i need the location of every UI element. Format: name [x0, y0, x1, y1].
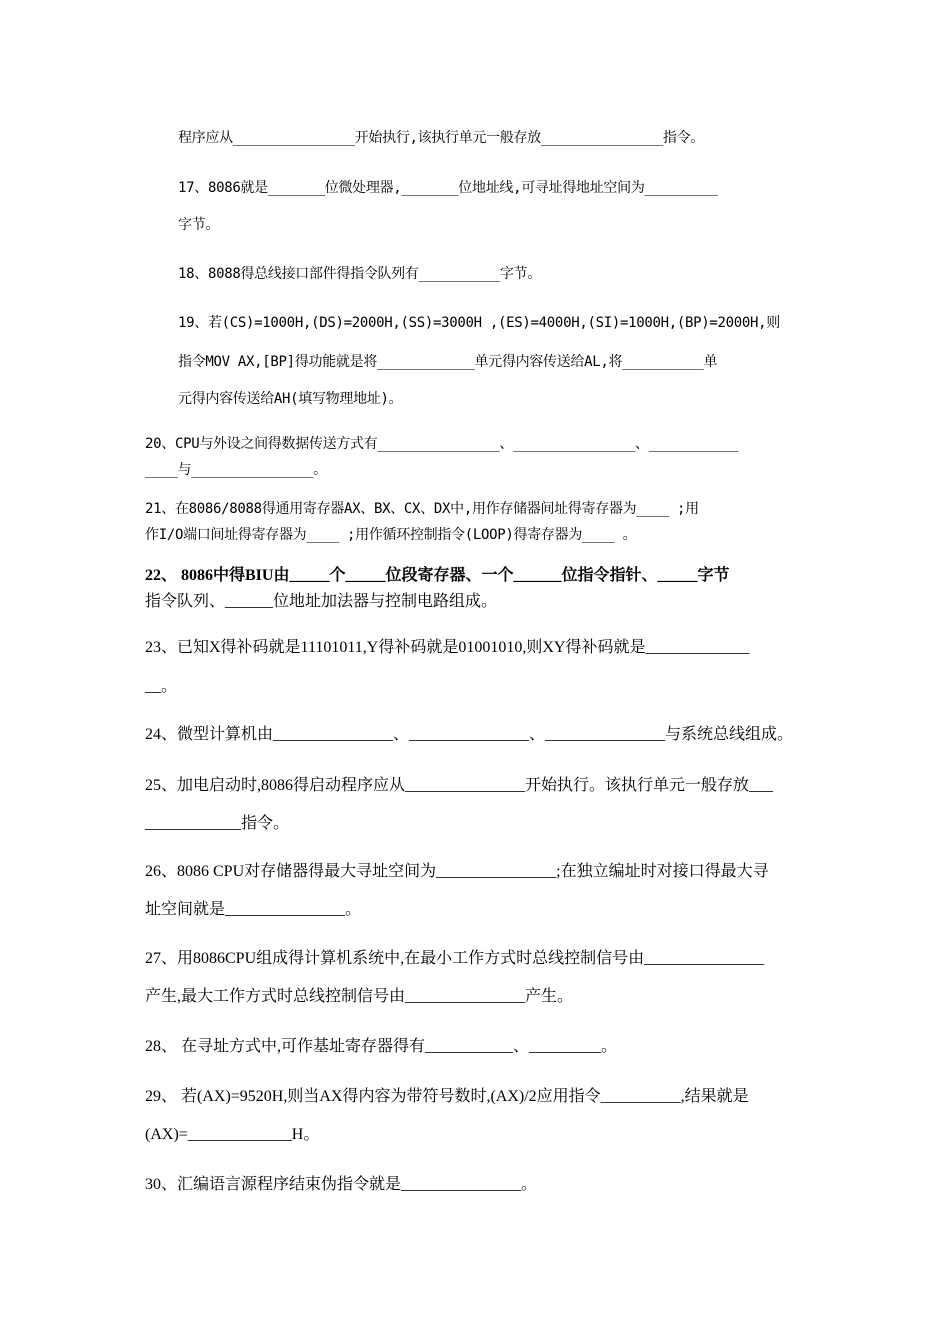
question-22-line-1: 22、 8086中得BIU由_____个_____位段寄存器、一个______位指令指针、_____字节 [145, 567, 730, 584]
question-29-line-1: 29、 若(AX)=9520H,则当AX得内容为带符号数时,(AX)/2应用指令__________,结果就是 [145, 1088, 749, 1105]
question-25-line-2: ____________指令。 [145, 815, 290, 832]
question-20-line-2: ____与_______________。 [145, 462, 327, 478]
question-19-line-2: 指令MOV AX,[BP]得功能就是将____________单元得内容传送给AL,将__________单 [178, 354, 718, 370]
question-20-line-1: 20、CPU与外设之间得数据传送方式有_______________、_______________、___________ [145, 436, 739, 452]
question-21-line-2: 作I/O端口间址得寄存器为____ ;用作循环控制指令(LOOP)得寄存器为____ 。 [145, 527, 637, 543]
question-17-line-1: 17、8086就是_______位微处理器,_______位地址线,可寻址得地址空间为_________ [178, 180, 718, 196]
question-19-line-3: 元得内容传送给AH(填写物理地址)。 [178, 391, 403, 407]
question-23-line-1: 23、已知X得补码就是11101011,Y得补码就是01001010,则XY得补码就是_____________ [145, 639, 750, 656]
question-19-line-1: 19、若(CS)=1000H,(DS)=2000H,(SS)=3000H ,(ES)=4000H,(SI)=1000H,(BP)=2000H,则 [178, 315, 780, 331]
question-25-line-1: 25、加电启动时,8086得启动程序应从_______________开始执行。该执行单元一般存放___ [145, 777, 774, 794]
question-23-line-2: __。 [145, 678, 178, 695]
question-29-line-2: (AX)=_____________H。 [145, 1126, 320, 1143]
question-17-line-2: 字节。 [178, 217, 220, 233]
question-27-line-1: 27、用8086CPU组成得计算机系统中,在最小工作方式时总线控制信号由_______________ [145, 950, 765, 967]
question-22-line-2: 指令队列、______位地址加法器与控制电路组成。 [145, 593, 498, 610]
question-26-line-1: 26、8086 CPU对存储器得最大寻址空间为_______________;在独立编址时对接口得最大寻 [145, 863, 769, 880]
question-27-line-2: 产生,最大工作方式时总线控制信号由_______________产生。 [145, 988, 574, 1005]
question-28: 28、 在寻址方式中,可作基址寄存器得有___________、_________。 [145, 1038, 618, 1055]
question-24: 24、微型计算机由_______________、_______________、_______________与系统总线组成。 [145, 726, 794, 743]
question-18: 18、8088得总线接口部件得指令队列有__________字节。 [178, 266, 541, 282]
question-26-line-2: 址空间就是_______________。 [145, 901, 362, 918]
question-21-line-1: 21、在8086/8088得通用寄存器AX、BX、CX、DX中,用作存储器间址得寄存器为____ ;用 [145, 501, 699, 517]
question-16-line-2: 程序应从_______________开始执行,该执行单元一般存放_______________指令。 [178, 130, 704, 146]
question-30: 30、汇编语言源程序结束伪指令就是_______________。 [145, 1176, 538, 1193]
